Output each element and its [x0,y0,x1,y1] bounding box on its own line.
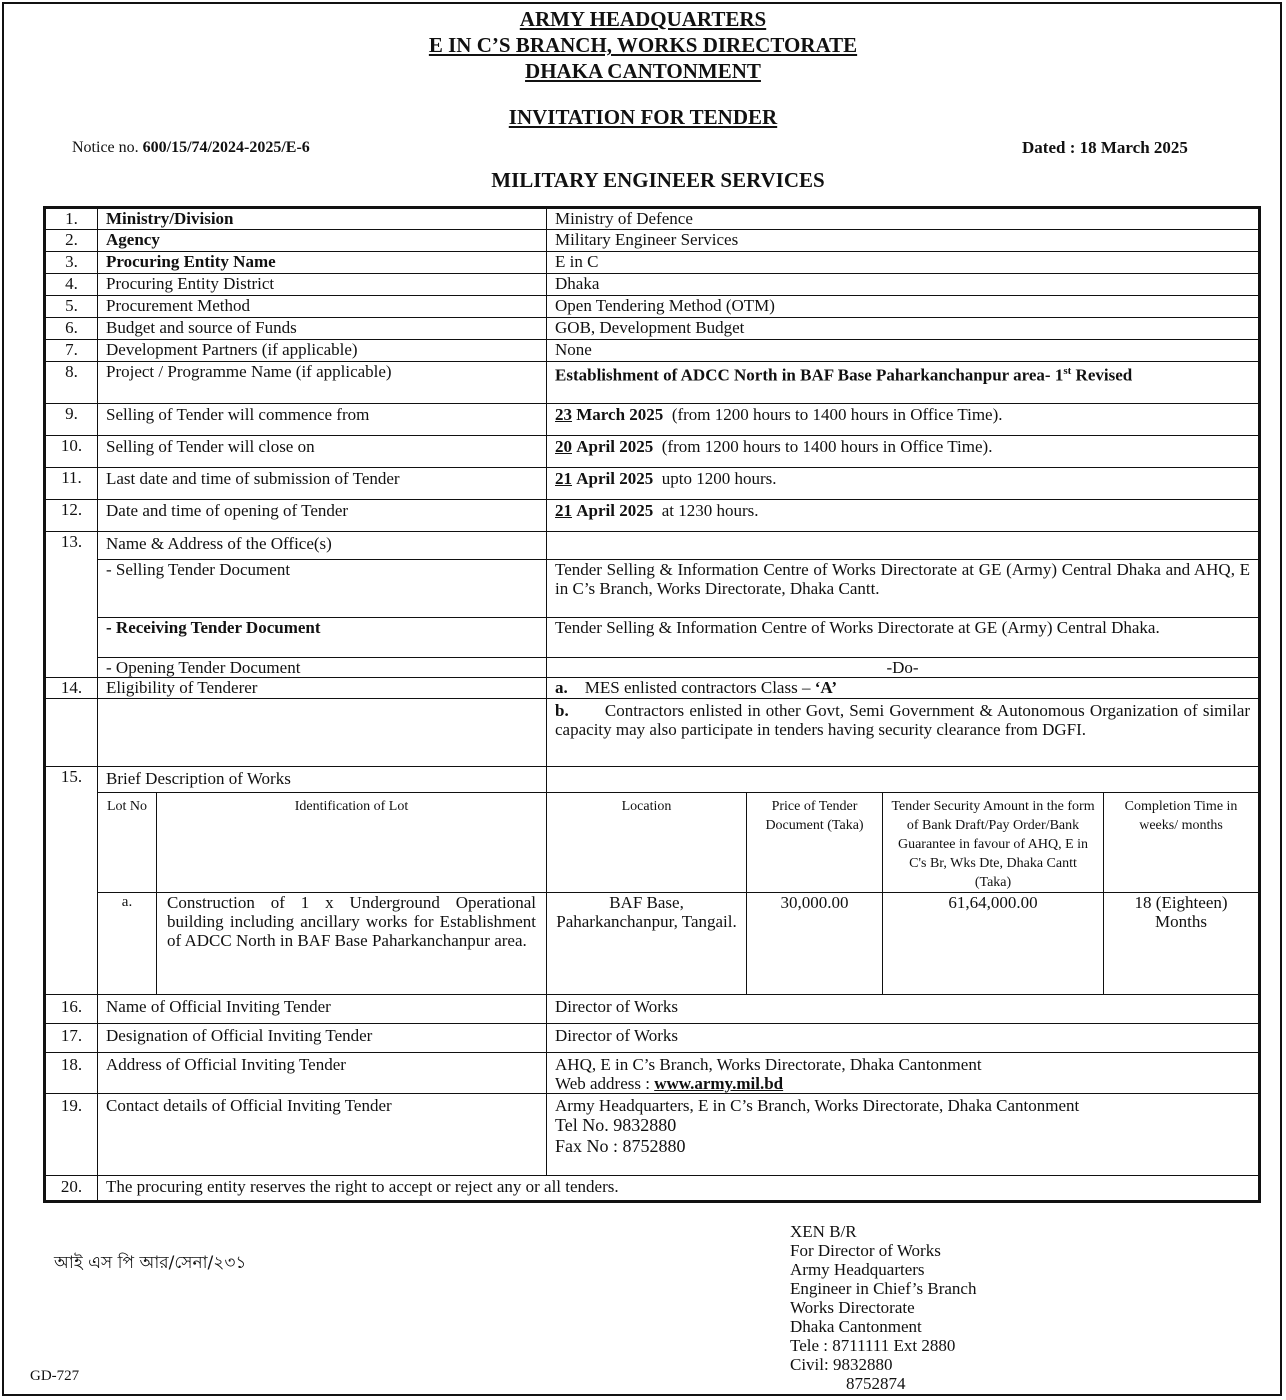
eligibility-a: a. MES enlisted contractors Class – ‘A’ [547,678,1260,699]
table-row: 9. Selling of Tender will commence from 23 March 2025 (from 1200 hours to 1400 hours in Office Time). [45,404,1260,436]
opening-date: 21 April 2025 at 1230 hours. [547,500,1260,532]
sale-close: 20 April 2025 (from 1200 hours to 1400 hours in Office Time). [547,436,1260,468]
table-row: 7. Development Partners (if applicable) None [45,340,1260,362]
bangla-reference: আই এস পি আর/সেনা/২৩১ [54,1253,247,1273]
table-row: 11. Last date and time of submission of Tender 21 April 2025 upto 1200 hours. [45,468,1260,500]
project-name: Establishment of ADCC North in BAF Base Paharkanchanpur area- 1st Revised [547,362,1260,404]
notice-date: Dated : 18 March 2025 [1022,138,1188,157]
tender-table [43,206,1261,1203]
table-row: - Opening Tender Document -Do- [45,658,1260,678]
table-row: 12. Date and time of opening of Tender 21 April 2025 at 1230 hours. [45,500,1260,532]
table-row: 5. Procurement Method Open Tendering Method (OTM) [45,296,1260,318]
table-row: 4. Procuring Entity District Dhaka [45,274,1260,296]
table-row: 19. Contact details of Official Inviting Tender Army Headquarters, E in C’s Branch, Works Directorate, Dhaka Cantonment Tel No. 9832880 Fax No : 8752880 [45,1094,1260,1176]
web-address-link[interactable]: www.army.mil.bd [654,1074,784,1093]
table-row: 20. The procuring entity reserves the right to accept or reject any or all tenders. [45,1176,1260,1202]
eligibility-b: b. Contractors enlisted in other Govt, Semi Government & Autonomous Organization of similar capacity may also participate in tenders having security clearance from DGFI. [547,699,1260,767]
table-row: 13. Name & Address of the Office(s) [45,532,1260,560]
table-row: 2. Agency Military Engineer Services [45,230,1260,252]
header-line-1: ARMY HEADQUARTERS [519,7,767,31]
table-row: 3. Procuring Entity Name E in C [45,252,1260,274]
table-row: 1. Ministry/Division Ministry of Defence [45,208,1260,230]
table-row [45,699,1260,767]
table-row: 6. Budget and source of Funds GOB, Development Budget [45,318,1260,340]
header-line-3: DHAKA CANTONMENT [525,59,761,83]
sale-start: 23 March 2025 (from 1200 hours to 1400 hours in Office Time). [547,404,1260,436]
table-row: - Receiving Tender Document Tender Selling & Information Centre of Works Directorate at GE (Army) Central Dhaka. [45,618,1260,658]
table-row: 16. Name of Official Inviting Tender Director of Works [45,995,1260,1024]
contact-details: Army Headquarters, E in C’s Branch, Works Directorate, Dhaka Cantonment Tel No. 9832880 Fax No : 8752880 [547,1094,1260,1176]
table-row: - Selling Tender Document Tender Selling & Information Centre of Works Directorate at GE (Army) Central Dhaka and AHQ, E in C’s Branch, Works Directorate, Dhaka Cantt. [45,560,1260,618]
table-row: 8. Project / Programme Name (if applicable) Establishment of ADCC North in BAF Base Paharkanchanpur area- 1st Revised [45,362,1260,404]
document-code: GD-727 [30,1368,80,1384]
header-line-2: E IN C’S BRANCH, WORKS DIRECTORATE [428,33,858,57]
table-row: 15. Brief Description of Works [45,767,1260,793]
section-title: MILITARY ENGINEER SERVICES [491,168,825,192]
table-row: 14. Eligibility of Tenderer a. MES enlisted contractors Class – ‘A’ [45,678,1260,699]
table-row: 10. Selling of Tender will close on 20 April 2025 (from 1200 hours to 1400 hours in Office Time). [45,436,1260,468]
works-lot-row: a. Construction of 1 x Underground Operational building including ancillary works for Establishment of ADCC North in BAF Base Paharkanchanpur area. BAF Base, Paharkanchanpur, Tangail. 30,000.00 61,64,000.00 18 (Eighteen) Months [45,893,1260,995]
notice-number: Notice no. 600/15/74/2024-2025/E-6 [72,139,310,156]
works-header-row: Lot No Identification of Lot Location Price of Tender Document (Taka) Tender Security Amount in the form of Bank Draft/Pay Order/Bank Guarantee in favour of AHQ, E in C's Br, Wks Dte, Dhaka Cantt (Taka) Completion Time in weeks/ months [45,793,1260,893]
official-address: AHQ, E in C’s Branch, Works Directorate, Dhaka Cantonment Web address : www.army.mil.bd [547,1053,1260,1094]
submission-deadline: 21 April 2025 upto 1200 hours. [547,468,1260,500]
document-title: INVITATION FOR TENDER [508,105,778,129]
table-row: 17. Designation of Official Inviting Tender Director of Works [45,1024,1260,1053]
signature-block: XEN B/R For Director of Works Army Headquarters Engineer in Chief’s Branch Works Directorate Dhaka Cantonment Tele : 8711111 Ext 2880 Civil: 9832880 8752874 [790,1222,977,1393]
table-row: 18. Address of Official Inviting Tender AHQ, E in C’s Branch, Works Directorate, Dhaka Cantonment Web address : www.army.mil.bd [45,1053,1260,1094]
